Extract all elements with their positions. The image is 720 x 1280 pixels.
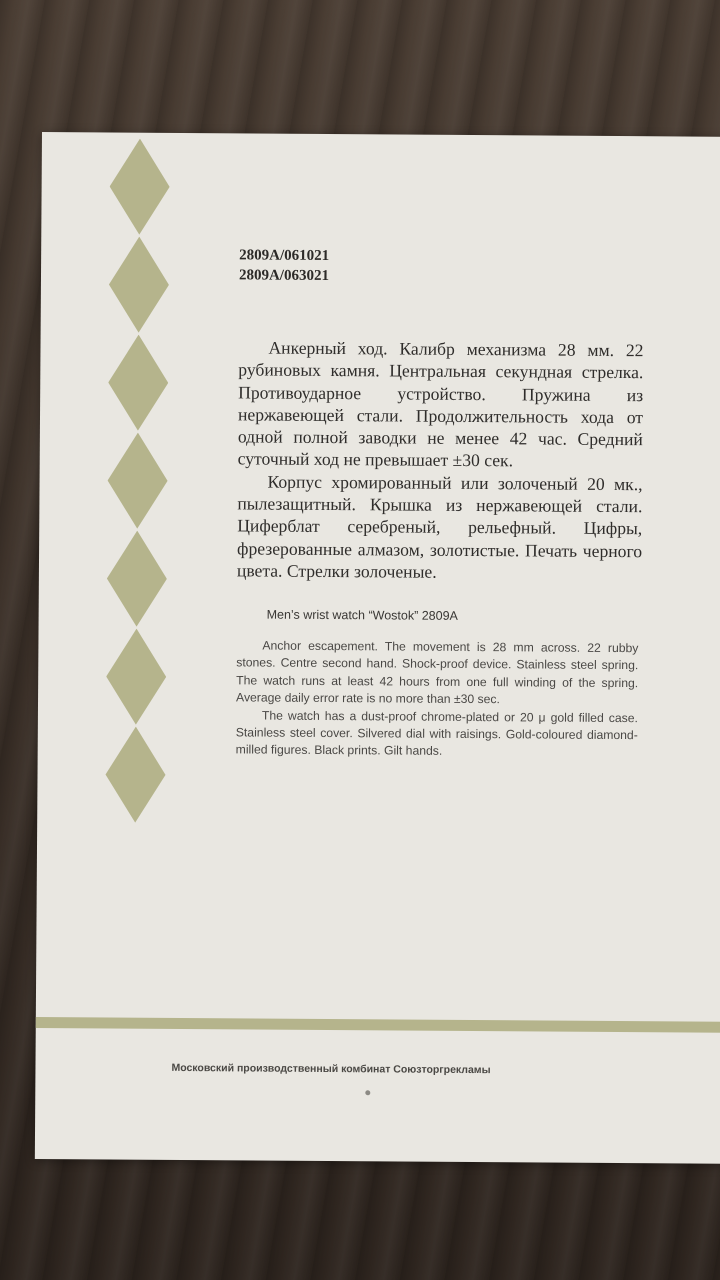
english-description <box>236 637 639 762</box>
leaflet-card <box>35 132 720 1164</box>
diamond-ornament <box>106 628 167 724</box>
divider-bar <box>36 1017 720 1033</box>
russian-paragraph: Корпус хромированный или золоченый 20 мк., пылезащитный. Крышка из нержавеющей стали. Циферблат серебреный, рельефный. Цифры, фрезерованные алмазом, золотистые. Печать черного цвета. Стрелки золоченые. <box>236 471 643 582</box>
russian-description <box>237 336 644 584</box>
diamond-ornament <box>109 236 170 332</box>
english-title: Men’s wrist watch “Wostok” 2809A <box>266 607 458 623</box>
publisher-footer: Московский производственный комбинат Союзторгрекламы <box>171 1061 491 1077</box>
diamond-ornament <box>105 726 166 822</box>
diamond-ornament <box>107 530 168 626</box>
diamond-ornament-column <box>105 138 174 824</box>
model-code: 2809A/061021 <box>239 247 330 265</box>
english-paragraph: The watch has a dust-proof chrome-plated or 20 μ gold filled case. Stainless steel cover. Silvered dial with raisings. Gold-coloured diamond-milled figures. Black prints. Gilt hands. <box>235 708 638 759</box>
russian-paragraph: Анкерный ход. Калибр механизма 28 мм. 22 рубиновых камня. Центральная секундная стрелка. Противоударное устройство. Пружина из нержавеющей стали. Продолжительность хода от одной полной заводки не менее 42 час. Средний суточный ход не превышает ±30 сек. <box>237 337 644 471</box>
english-paragraph: Anchor escapement. The movement is 28 mm across. 22 rubby stones. Centre second hand. Shock-proof device. Stainless steel spring. The watch runs at least 42 hours from one full winding of the spring. Average daily error rate is no more than ±30 sec. <box>236 638 639 707</box>
model-codes <box>239 245 329 286</box>
diamond-ornament <box>109 138 170 234</box>
paper-speck <box>365 1090 370 1095</box>
model-code: 2809A/063021 <box>238 267 330 285</box>
diamond-ornament <box>107 432 168 528</box>
diamond-ornament <box>108 334 169 430</box>
